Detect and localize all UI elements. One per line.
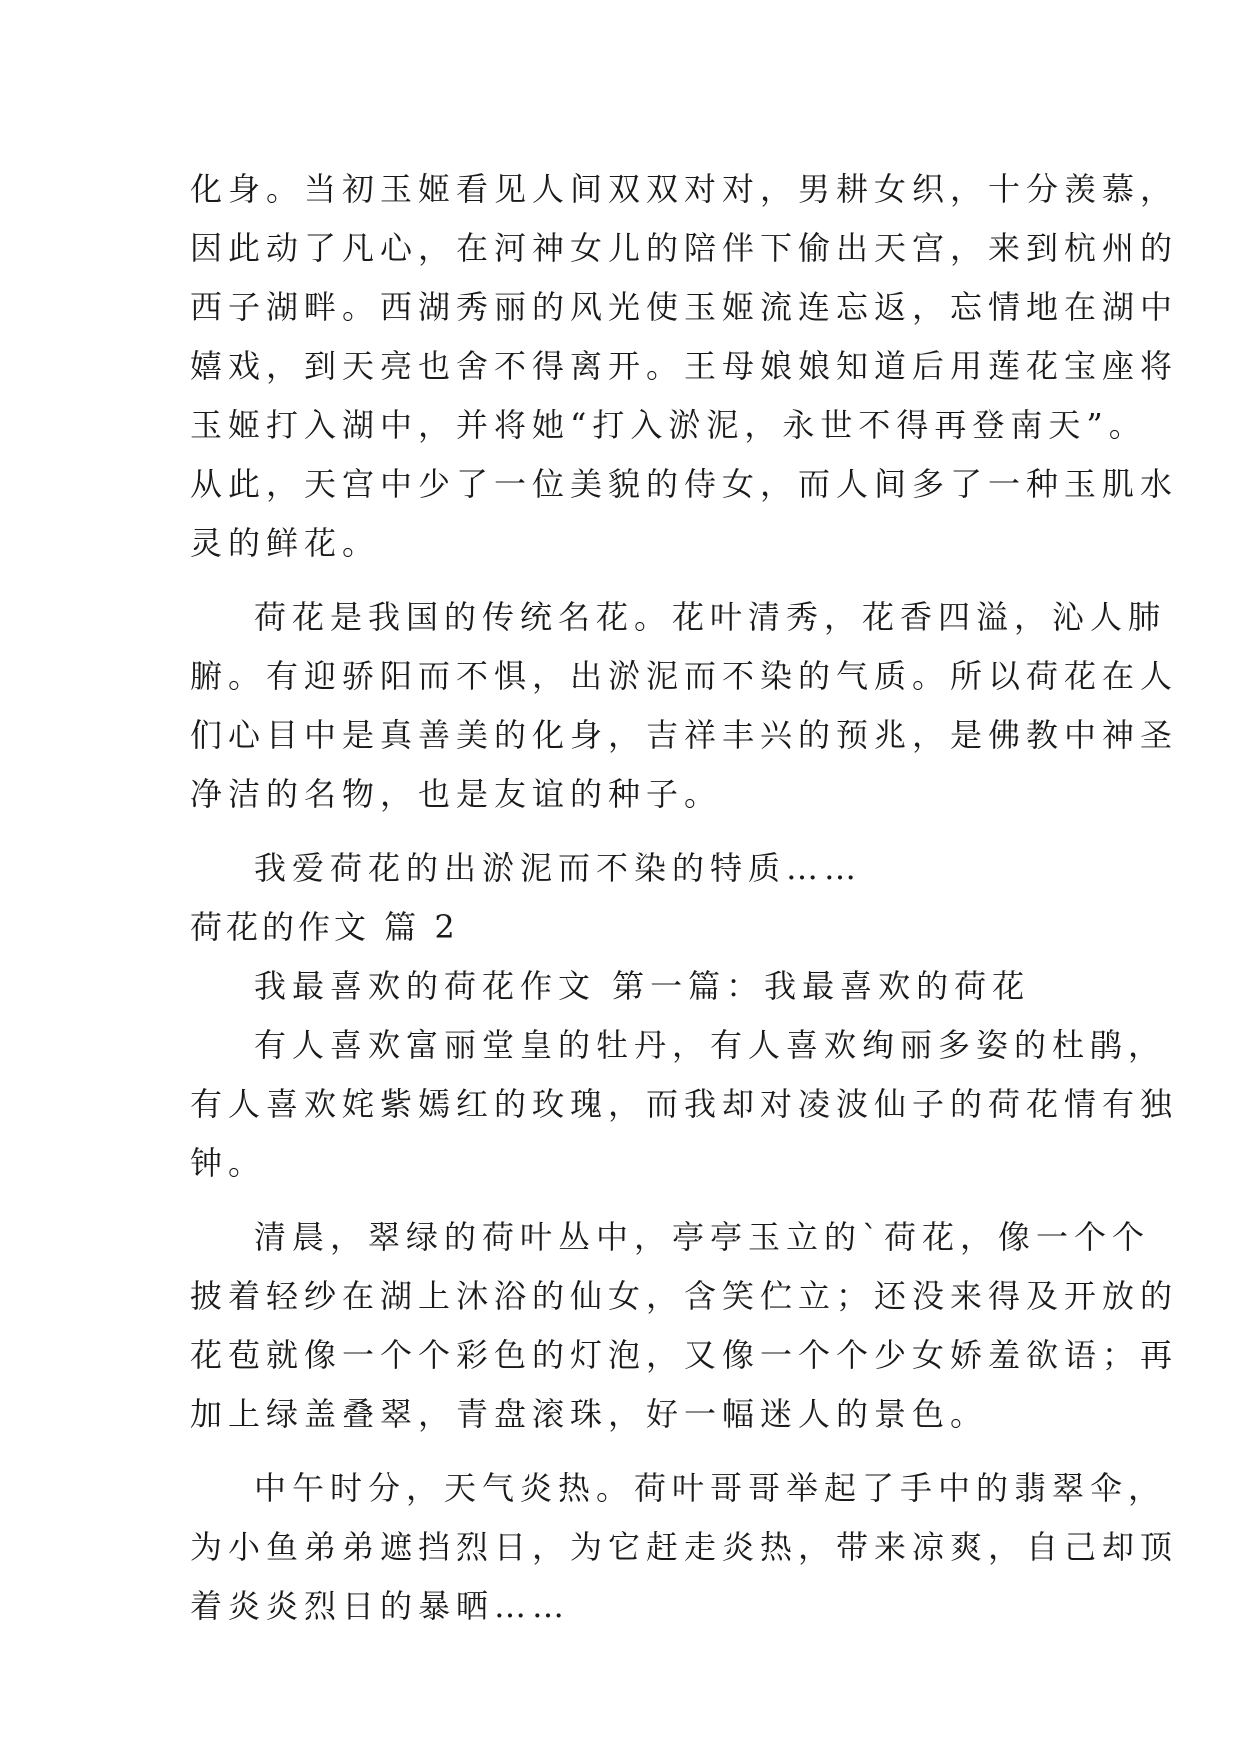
essay-subtitle: 我最喜欢的荷花作文 第一篇：我最喜欢的荷花 xyxy=(254,967,1031,1005)
text-line: 西子湖畔。西湖秀丽的风光使玉姬流连忘返，忘情地在湖中 xyxy=(190,288,1179,326)
paragraph-legend-continued xyxy=(190,160,1179,573)
text-line: 加上绿盖叠翠，青盘滚珠，好一幅迷人的景色。 xyxy=(190,1395,989,1433)
text-line: 披着轻纱在湖上沐浴的仙女，含笑伫立；还没来得及开放的 xyxy=(190,1277,1179,1315)
text-line: 中午时分，天气炎热。荷叶哥哥举起了手中的翡翠伞， xyxy=(254,1469,1167,1507)
paragraph-morning xyxy=(190,1208,1179,1444)
paragraph-spacer xyxy=(190,1193,1075,1208)
paragraph-spacer xyxy=(190,573,1075,588)
text-line: 为小鱼弟弟遮挡烈日，为它赶走炎热，带来凉爽，自己却顶 xyxy=(190,1528,1179,1566)
text-line: 因此动了凡心，在河神女儿的陪伴下偷出天宫，来到杭州的 xyxy=(190,229,1179,267)
paragraph-noon xyxy=(190,1459,1179,1636)
paragraph-spacer xyxy=(190,824,1075,839)
text-line: 清晨，翠绿的荷叶丛中，亭亭玉立的`荷花，像一个个 xyxy=(254,1218,1151,1256)
text-line: 们心目中是真善美的化身，吉祥丰兴的预兆，是佛教中神圣 xyxy=(190,716,1179,754)
text-line: 着炎炎烈日的暴晒…… xyxy=(190,1587,571,1625)
paragraph-favorite-flowers xyxy=(190,1016,1179,1193)
paragraph-traditional-flower xyxy=(190,588,1179,824)
text-line: 我爱荷花的出淤泥而不染的特质…… xyxy=(254,849,863,887)
text-line: 有人喜欢富丽堂皇的牡丹，有人喜欢绚丽多姿的杜鹃， xyxy=(254,1026,1167,1064)
text-line: 净洁的名物，也是友谊的种子。 xyxy=(190,775,723,813)
text-line: 荷花是我国的传统名花。花叶清秀，花香四溢，沁人肺 xyxy=(254,598,1167,636)
paragraph-i-love-lotus xyxy=(190,839,1075,898)
text-line: 从此，天宫中少了一位美貌的侍女，而人间多了一种玉肌水 xyxy=(190,465,1179,503)
document-body xyxy=(190,160,1179,1636)
text-line: 嬉戏，到天亮也舍不得离开。王母娘娘知道后用莲花宝座将 xyxy=(190,347,1179,385)
text-line: 花苞就像一个个彩色的灯泡，又像一个个少女娇羞欲语；再 xyxy=(190,1336,1179,1374)
text-line: 钟。 xyxy=(190,1144,267,1182)
section-heading: 荷花的作文 篇 2 xyxy=(190,908,459,946)
text-line: 腑。有迎骄阳而不惧，出淤泥而不染的气质。所以荷花在人 xyxy=(190,657,1179,695)
text-line: 灵的鲜花。 xyxy=(190,524,381,562)
text-line: 化身。当初玉姬看见人间双双对对，男耕女织，十分羡慕， xyxy=(190,170,1179,208)
paragraph-spacer xyxy=(190,1444,1075,1459)
text-line: 玉姬打入湖中，并将她“打入淤泥，永世不得再登南天”。 xyxy=(190,406,1147,444)
text-line: 有人喜欢姹紫嫣红的玫瑰，而我却对凌波仙子的荷花情有独 xyxy=(190,1085,1179,1123)
